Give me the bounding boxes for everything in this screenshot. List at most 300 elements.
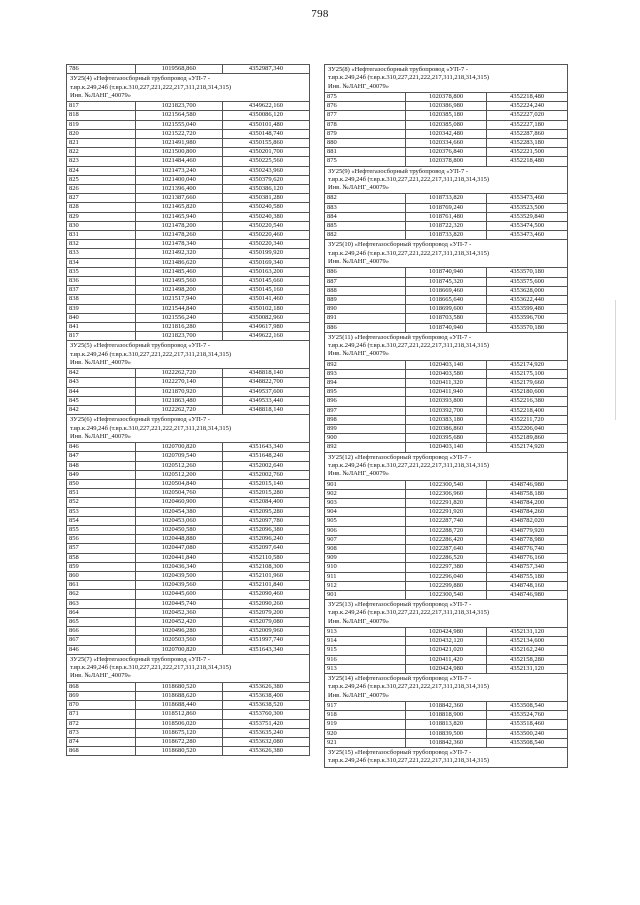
- x-coordinate-cell: 1020453,060: [135, 516, 222, 525]
- coordinate-row: [67, 443, 310, 452]
- coordinate-row: [325, 397, 568, 406]
- point-number-cell: 832: [67, 240, 136, 249]
- x-coordinate-cell: 1020450,580: [135, 526, 222, 535]
- parcel-title-line: т.вр.к.249,24б (т.вр.к.310,227,221,222,217,311,218,314,315): [328, 74, 490, 82]
- point-number-cell: 861: [67, 581, 136, 590]
- y-coordinate-cell: 4353575,600: [487, 277, 568, 286]
- parcel-title-line: Инв. №ЛАНГ_40079»: [328, 82, 389, 90]
- x-coordinate-cell: 1021498,200: [135, 286, 222, 295]
- y-coordinate-cell: 4349622,160: [222, 102, 309, 111]
- point-number-cell: 828: [67, 203, 136, 212]
- x-coordinate-cell: 1020504,760: [135, 489, 222, 498]
- point-number-cell: 844: [67, 387, 136, 396]
- point-number-cell: 917: [325, 701, 406, 710]
- point-number-cell: 859: [67, 562, 136, 571]
- y-coordinate-cell: 4350220,340: [222, 240, 309, 249]
- x-coordinate-cell: 1021486,620: [135, 258, 222, 267]
- x-coordinate-cell: 1020460,900: [135, 498, 222, 507]
- y-coordinate-cell: 4350381,280: [222, 194, 309, 203]
- y-coordinate-cell: 4352162,240: [487, 646, 568, 655]
- point-number-cell: 822: [67, 148, 136, 157]
- parcel-title-line: Инв. №ЛАНГ_40079»: [70, 91, 131, 99]
- x-coordinate-cell: 1021522,720: [135, 129, 222, 138]
- point-number-cell: 913: [325, 628, 406, 637]
- parcel-title-line: ЗУ25(14) «Нефтегазосборный трубопровод «УП-7 -: [328, 675, 472, 683]
- parcel-title-line: Инв. №ЛАНГ_40079»: [328, 617, 389, 625]
- parcel-title-line: Инв. №ЛАНГ_40079»: [328, 350, 389, 358]
- parcel-header-row: [325, 674, 568, 702]
- y-coordinate-cell: 4349537,600: [222, 387, 309, 396]
- y-coordinate-cell: 4353622,440: [487, 295, 568, 304]
- y-coordinate-cell: 4351643,340: [222, 443, 309, 452]
- point-number-cell: 881: [325, 148, 406, 157]
- point-number-cell: 915: [325, 646, 406, 655]
- parcel-title-line: ЗУ25(11) «Нефтегазосборный трубопровод «УП-7 -: [328, 333, 472, 341]
- point-number-cell: 887: [325, 277, 406, 286]
- x-coordinate-cell: 1018688,620: [135, 691, 222, 700]
- y-coordinate-cell: 4353626,380: [222, 682, 309, 691]
- parcel-title-line: Инв. №ЛАНГ_40079»: [328, 470, 389, 478]
- point-number-cell: 838: [67, 295, 136, 304]
- x-coordinate-cell: 1022291,920: [406, 508, 487, 517]
- x-coordinate-cell: 1018818,900: [406, 711, 487, 720]
- y-coordinate-cell: 4349533,440: [222, 396, 309, 405]
- parcel-title: [325, 674, 568, 702]
- y-coordinate-cell: 4352224,240: [487, 102, 568, 111]
- x-coordinate-cell: 1021816,280: [135, 322, 222, 331]
- coordinate-row: [325, 711, 568, 720]
- point-number-cell: 856: [67, 535, 136, 544]
- coordinate-row: [67, 590, 310, 599]
- x-coordinate-cell: 1021478,260: [135, 230, 222, 239]
- y-coordinate-cell: 4352175,100: [487, 369, 568, 378]
- x-coordinate-cell: 1021478,340: [135, 240, 222, 249]
- y-coordinate-cell: 4348776,740: [487, 544, 568, 553]
- coordinate-row: [67, 452, 310, 461]
- point-number-cell: 858: [67, 553, 136, 562]
- coordinate-row: [67, 544, 310, 553]
- parcel-title-line: ЗУ25(10) «Нефтегазосборный трубопровод «УП-7 -: [328, 241, 472, 249]
- parcel-header-row: [325, 240, 568, 268]
- y-coordinate-cell: 4348778,980: [487, 535, 568, 544]
- point-number-cell: 824: [67, 166, 136, 175]
- y-coordinate-cell: 4348748,160: [487, 581, 568, 590]
- y-coordinate-cell: 4348822,700: [222, 378, 309, 387]
- coordinate-row: [67, 286, 310, 295]
- x-coordinate-cell: 1020436,340: [135, 562, 222, 571]
- x-coordinate-cell: 1020512,260: [135, 461, 222, 470]
- parcel-title-line: т.вр.к.249,24б (т.вр.к.310,227,221,222,217,311,218,314,315): [328, 342, 490, 350]
- coordinate-row: [67, 230, 310, 239]
- point-number-cell: 911: [325, 572, 406, 581]
- y-coordinate-cell: 4352180,600: [487, 388, 568, 397]
- y-coordinate-cell: 4353760,300: [222, 710, 309, 719]
- coordinate-row: [325, 138, 568, 147]
- coordinate-row: [67, 111, 310, 120]
- y-coordinate-cell: 4353473,460: [487, 231, 568, 240]
- y-coordinate-cell: 4352079,200: [222, 608, 309, 617]
- x-coordinate-cell: 1021485,460: [135, 267, 222, 276]
- x-coordinate-cell: 1018745,320: [406, 277, 487, 286]
- x-coordinate-cell: 1020392,700: [406, 406, 487, 415]
- point-number-cell: 866: [67, 627, 136, 636]
- y-coordinate-cell: 4352101,840: [222, 581, 309, 590]
- coordinate-row: [325, 738, 568, 747]
- parcel-header-row: [67, 415, 310, 443]
- coordinate-row: [67, 470, 310, 479]
- point-number-cell: 900: [325, 434, 406, 443]
- point-number-cell: 870: [67, 701, 136, 710]
- x-coordinate-cell: 1020439,560: [135, 581, 222, 590]
- parcel-title-line: ЗУ25(13) «Нефтегазосборный трубопровод «УП-7 -: [328, 601, 472, 609]
- coordinate-row: [325, 489, 568, 498]
- coordinate-row: [325, 498, 568, 507]
- parcel-title: [67, 341, 310, 369]
- x-coordinate-cell: 1020452,420: [135, 618, 222, 627]
- parcel-header-row: [325, 600, 568, 628]
- parcel-header-row: [325, 166, 568, 194]
- y-coordinate-cell: 4352096,240: [222, 535, 309, 544]
- y-coordinate-cell: 4353518,460: [487, 720, 568, 729]
- x-coordinate-cell: 1020448,880: [135, 535, 222, 544]
- point-number-cell: 846: [67, 443, 136, 452]
- y-coordinate-cell: 4350379,620: [222, 175, 309, 184]
- point-number-cell: 840: [67, 313, 136, 322]
- point-number-cell: 895: [325, 388, 406, 397]
- point-number-cell: 918: [325, 711, 406, 720]
- y-coordinate-cell: 4352174,920: [487, 443, 568, 452]
- x-coordinate-cell: 1018740,940: [406, 268, 487, 277]
- x-coordinate-cell: 1020393,800: [406, 397, 487, 406]
- point-number-cell: 886: [325, 323, 406, 332]
- coordinate-row: [67, 710, 310, 719]
- y-coordinate-cell: 4350102,180: [222, 304, 309, 313]
- coordinate-row: [67, 258, 310, 267]
- x-coordinate-cell: 1020376,840: [406, 148, 487, 157]
- point-number-cell: 842: [67, 406, 136, 415]
- coordinate-row: [325, 628, 568, 637]
- y-coordinate-cell: 4350086,120: [222, 111, 309, 120]
- y-coordinate-cell: 4352009,960: [222, 627, 309, 636]
- coordinate-row: [325, 222, 568, 231]
- coordinate-row: [67, 267, 310, 276]
- y-coordinate-cell: 4352110,580: [222, 553, 309, 562]
- coordinate-row: [325, 664, 568, 673]
- point-number-cell: 912: [325, 581, 406, 590]
- y-coordinate-cell: 4352015,140: [222, 479, 309, 488]
- point-number-cell: 786: [67, 65, 136, 74]
- x-coordinate-cell: 1018769,240: [406, 203, 487, 212]
- coordinates-table-right: [324, 64, 568, 768]
- coordinate-row: [325, 720, 568, 729]
- y-coordinate-cell: 4348818,140: [222, 369, 309, 378]
- x-coordinate-cell: 1019568,860: [135, 65, 222, 74]
- coordinate-row: [325, 148, 568, 157]
- parcel-header-row: [325, 452, 568, 480]
- coordinate-row: [67, 387, 310, 396]
- point-number-cell: 899: [325, 425, 406, 434]
- x-coordinate-cell: 1018699,600: [406, 305, 487, 314]
- coordinate-row: [67, 553, 310, 562]
- point-number-cell: 871: [67, 710, 136, 719]
- y-coordinate-cell: 4348746,980: [487, 480, 568, 489]
- x-coordinate-cell: 1018740,940: [406, 323, 487, 332]
- y-coordinate-cell: 4353508,540: [487, 701, 568, 710]
- point-number-cell: 867: [67, 636, 136, 645]
- y-coordinate-cell: 4352206,040: [487, 425, 568, 434]
- parcel-header-row: [67, 341, 310, 369]
- coordinate-row: [67, 701, 310, 710]
- x-coordinate-cell: 1022300,540: [406, 590, 487, 599]
- x-coordinate-cell: 1018688,440: [135, 701, 222, 710]
- y-coordinate-cell: 4352216,380: [487, 397, 568, 406]
- y-coordinate-cell: 4353570,180: [487, 268, 568, 277]
- point-number-cell: 863: [67, 599, 136, 608]
- coordinate-row: [67, 166, 310, 175]
- x-coordinate-cell: 1022288,720: [406, 526, 487, 535]
- x-coordinate-cell: 1021492,320: [135, 249, 222, 258]
- coordinate-row: [325, 480, 568, 489]
- x-coordinate-cell: 1020445,740: [135, 599, 222, 608]
- x-coordinate-cell: 1020403,140: [406, 443, 487, 452]
- parcel-title-line: т.вр.к.249,24б (т.вр.к.310,227,221,222,217,311,218,314,315): [328, 249, 490, 257]
- y-coordinate-cell: 4348757,340: [487, 563, 568, 572]
- y-coordinate-cell: 4350386,120: [222, 184, 309, 193]
- x-coordinate-cell: 1020503,560: [135, 636, 222, 645]
- point-number-cell: 868: [67, 682, 136, 691]
- coordinate-row: [325, 194, 568, 203]
- y-coordinate-cell: 4353626,380: [222, 747, 309, 756]
- point-number-cell: 898: [325, 415, 406, 424]
- y-coordinate-cell: 4352227,020: [487, 111, 568, 120]
- point-number-cell: 884: [325, 212, 406, 221]
- x-coordinate-cell: 1022287,640: [406, 544, 487, 553]
- point-number-cell: 905: [325, 517, 406, 526]
- parcel-title: [67, 654, 310, 682]
- coordinate-row: [325, 729, 568, 738]
- y-coordinate-cell: 4352095,280: [222, 507, 309, 516]
- x-coordinate-cell: 1020386,860: [406, 425, 487, 434]
- y-coordinate-cell: 4352283,180: [487, 138, 568, 147]
- parcel-title-line: ЗУ25(6) «Нефтегазосборный трубопровод «УП-7 -: [70, 416, 211, 424]
- coordinate-row: [67, 691, 310, 700]
- x-coordinate-cell: 1020421,020: [406, 646, 487, 655]
- point-number-cell: 920: [325, 729, 406, 738]
- parcel-title-line: т.вр.к.249,24б (т.вр.к.310,227,221,222,217,311,218,314,315): [328, 175, 490, 183]
- point-number-cell: 882: [325, 194, 406, 203]
- y-coordinate-cell: 4352218,480: [487, 157, 568, 166]
- y-coordinate-cell: 4350145,660: [222, 276, 309, 285]
- x-coordinate-cell: 1022262,720: [135, 406, 222, 415]
- point-number-cell: 906: [325, 526, 406, 535]
- parcel-header-row: [325, 65, 568, 93]
- parcel-title-line: т.вр.к.249,24б (т.вр.к.310,227,221,222,217,311,218,314,315): [328, 757, 490, 765]
- coordinates-column-left: [66, 64, 310, 756]
- y-coordinate-cell: 4350101,480: [222, 120, 309, 129]
- x-coordinate-cell: 1020385,080: [406, 120, 487, 129]
- x-coordinate-cell: 1021556,240: [135, 313, 222, 322]
- y-coordinate-cell: 4352131,120: [487, 664, 568, 673]
- point-number-cell: 902: [325, 489, 406, 498]
- coordinate-row: [325, 92, 568, 101]
- x-coordinate-cell: 1022299,880: [406, 581, 487, 590]
- y-coordinate-cell: 4350145,160: [222, 286, 309, 295]
- y-coordinate-cell: 4352218,480: [487, 92, 568, 101]
- y-coordinate-cell: 4348746,980: [487, 590, 568, 599]
- coordinate-row: [67, 249, 310, 258]
- point-number-cell: 820: [67, 129, 136, 138]
- point-number-cell: 892: [325, 360, 406, 369]
- y-coordinate-cell: 4352211,720: [487, 415, 568, 424]
- point-number-cell: 841: [67, 322, 136, 331]
- point-number-cell: 880: [325, 138, 406, 147]
- coordinate-row: [67, 157, 310, 166]
- page-number: 798: [311, 8, 329, 20]
- x-coordinate-cell: 1018703,580: [406, 314, 487, 323]
- coordinate-row: [325, 655, 568, 664]
- coordinate-row: [325, 212, 568, 221]
- coordinate-row: [67, 120, 310, 129]
- y-coordinate-cell: 4352108,300: [222, 562, 309, 571]
- parcel-title-line: Инв. №ЛАНГ_40079»: [328, 691, 389, 699]
- parcel-title-line: ЗУ25(15) «Нефтегазосборный трубопровод «УП-7 -: [328, 749, 472, 756]
- point-number-cell: 842: [67, 369, 136, 378]
- y-coordinate-cell: 4352987,340: [222, 65, 309, 74]
- point-number-cell: 817: [67, 332, 136, 341]
- coordinate-row: [325, 590, 568, 599]
- point-number-cell: 854: [67, 516, 136, 525]
- scan-margin-mark: [615, 300, 616, 420]
- y-coordinate-cell: 4348818,140: [222, 406, 309, 415]
- y-coordinate-cell: 4350225,560: [222, 157, 309, 166]
- parcel-title-line: ЗУ25(5) «Нефтегазосборный трубопровод «УП-7 -: [70, 342, 211, 350]
- coordinate-row: [325, 102, 568, 111]
- point-number-cell: 891: [325, 314, 406, 323]
- coordinate-row: [67, 148, 310, 157]
- point-number-cell: 831: [67, 230, 136, 239]
- coordinate-row: [325, 203, 568, 212]
- point-number-cell: 836: [67, 276, 136, 285]
- x-coordinate-cell: 1021400,040: [135, 175, 222, 184]
- coordinate-row: [67, 562, 310, 571]
- x-coordinate-cell: 1020342,480: [406, 129, 487, 138]
- x-coordinate-cell: 1022297,380: [406, 563, 487, 572]
- parcel-title-line: Инв. №ЛАНГ_40079»: [328, 184, 389, 192]
- point-number-cell: 903: [325, 498, 406, 507]
- x-coordinate-cell: 1020432,120: [406, 637, 487, 646]
- y-coordinate-cell: 4352221,500: [487, 148, 568, 157]
- point-number-cell: 896: [325, 397, 406, 406]
- parcel-title: [67, 74, 310, 102]
- parcel-title-line: Инв. №ЛАНГ_40079»: [70, 672, 131, 680]
- parcel-title-line: т.вр.к.249,24б (т.вр.к.310,227,221,222,217,311,218,314,315): [70, 664, 232, 672]
- x-coordinate-cell: 1018669,460: [406, 286, 487, 295]
- coordinates-column-right: [324, 64, 568, 768]
- point-number-cell: 907: [325, 535, 406, 544]
- coordinate-row: [67, 102, 310, 111]
- coordinates-table-left: [66, 64, 310, 756]
- x-coordinate-cell: 1022286,520: [406, 554, 487, 563]
- coordinate-row: [325, 434, 568, 443]
- parcel-title: [325, 748, 568, 768]
- point-number-cell: 869: [67, 691, 136, 700]
- coordinate-row: [325, 111, 568, 120]
- point-number-cell: 827: [67, 194, 136, 203]
- x-coordinate-cell: 1020452,360: [135, 608, 222, 617]
- point-number-cell: 892: [325, 443, 406, 452]
- y-coordinate-cell: 4350220,460: [222, 230, 309, 239]
- point-number-cell: 847: [67, 452, 136, 461]
- coordinate-row: [325, 637, 568, 646]
- x-coordinate-cell: 1020441,840: [135, 553, 222, 562]
- x-coordinate-cell: 1021484,460: [135, 157, 222, 166]
- y-coordinate-cell: 4348784,260: [487, 508, 568, 517]
- point-number-cell: 846: [67, 645, 136, 654]
- x-coordinate-cell: 1021823,700: [135, 102, 222, 111]
- y-coordinate-cell: 4348755,180: [487, 572, 568, 581]
- x-coordinate-cell: 1018733,820: [406, 231, 487, 240]
- x-coordinate-cell: 1020424,980: [406, 628, 487, 637]
- point-number-cell: 919: [325, 720, 406, 729]
- coordinate-row: [67, 636, 310, 645]
- coordinate-row: [67, 608, 310, 617]
- parcel-title-line: Инв. №ЛАНГ_40079»: [70, 358, 131, 366]
- coordinate-row: [67, 461, 310, 470]
- x-coordinate-cell: 1021495,560: [135, 276, 222, 285]
- point-number-cell: 890: [325, 305, 406, 314]
- point-number-cell: 901: [325, 590, 406, 599]
- coordinate-row: [67, 747, 310, 756]
- point-number-cell: 910: [325, 563, 406, 572]
- y-coordinate-cell: 4350148,740: [222, 129, 309, 138]
- y-coordinate-cell: 4352096,380: [222, 526, 309, 535]
- x-coordinate-cell: 1018512,860: [135, 710, 222, 719]
- coordinate-row: [67, 378, 310, 387]
- coordinate-row: [67, 332, 310, 341]
- coordinate-row: [67, 313, 310, 322]
- y-coordinate-cell: 4353473,460: [487, 194, 568, 203]
- coordinate-row: [67, 572, 310, 581]
- point-number-cell: 889: [325, 295, 406, 304]
- parcel-title-line: т.вр.к.249,24б (т.вр.к.310,227,221,222,217,311,218,314,315): [70, 83, 232, 91]
- y-coordinate-cell: 4352134,600: [487, 637, 568, 646]
- y-coordinate-cell: 4350155,860: [222, 138, 309, 147]
- point-number-cell: 837: [67, 286, 136, 295]
- coordinate-row: [67, 618, 310, 627]
- coordinate-row: [67, 507, 310, 516]
- x-coordinate-cell: 1020386,980: [406, 102, 487, 111]
- coordinate-row: [67, 516, 310, 525]
- coordinate-row: [67, 175, 310, 184]
- coordinate-row: [67, 203, 310, 212]
- parcel-title-line: Инв. №ЛАНГ_40079»: [328, 258, 389, 266]
- point-number-cell: 834: [67, 258, 136, 267]
- coordinate-row: [67, 719, 310, 728]
- coordinate-row: [325, 581, 568, 590]
- x-coordinate-cell: 1018672,280: [135, 737, 222, 746]
- point-number-cell: 882: [325, 231, 406, 240]
- coordinate-row: [67, 138, 310, 147]
- point-number-cell: 835: [67, 267, 136, 276]
- x-coordinate-cell: 1018680,520: [135, 682, 222, 691]
- y-coordinate-cell: 4351997,740: [222, 636, 309, 645]
- parcel-title-line: Инв. №ЛАНГ_40079»: [70, 432, 131, 440]
- x-coordinate-cell: 1020334,660: [406, 138, 487, 147]
- point-number-cell: 873: [67, 728, 136, 737]
- x-coordinate-cell: 1018842,360: [406, 701, 487, 710]
- point-number-cell: 843: [67, 378, 136, 387]
- coordinate-row: [67, 535, 310, 544]
